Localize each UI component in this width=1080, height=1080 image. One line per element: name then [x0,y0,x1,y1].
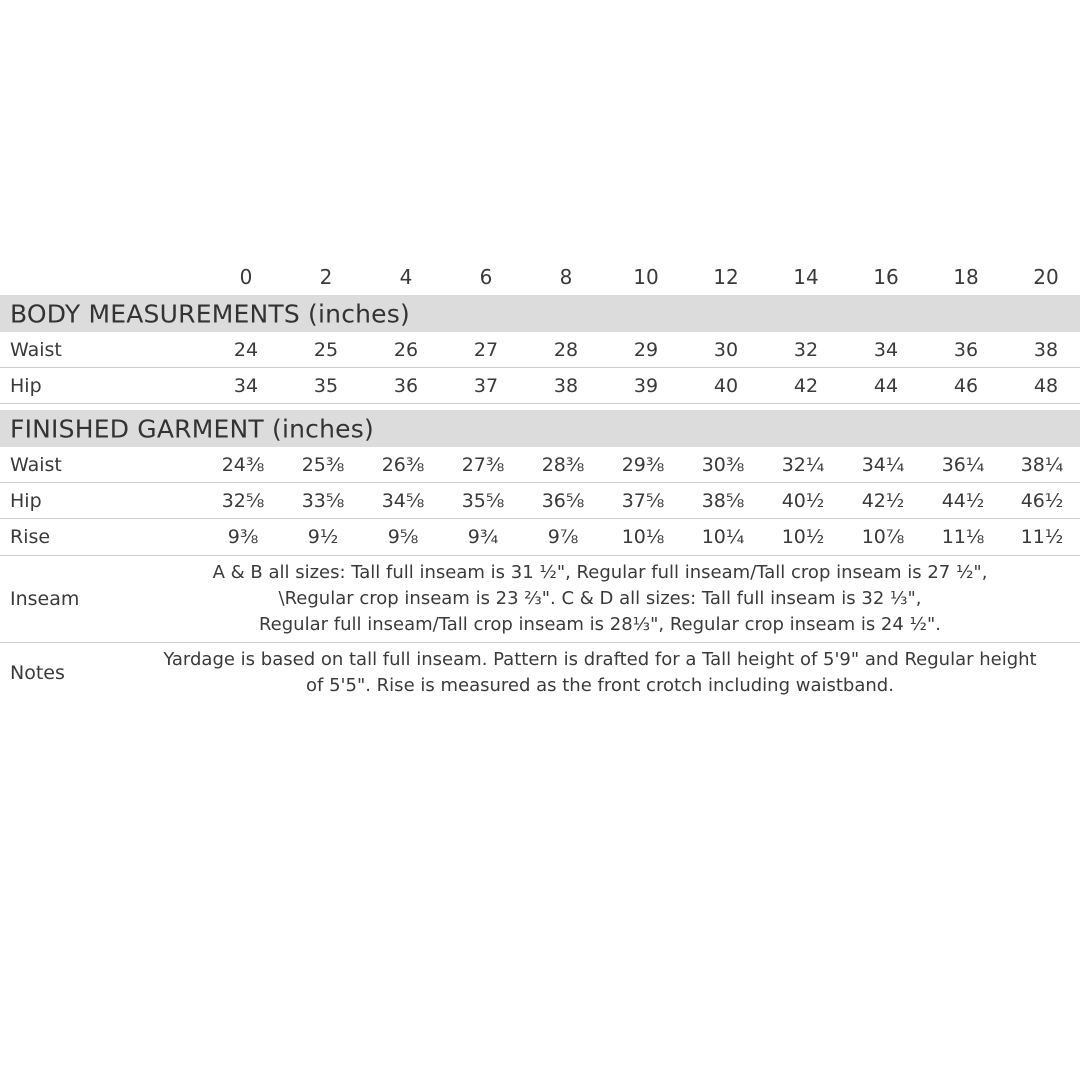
table-cell: 40 [713,374,739,397]
table-cell: 35⅝ [461,489,505,512]
row-label: Waist [10,453,62,476]
table-cell: 34¼ [861,453,905,476]
table-cell: 32⅝ [221,489,265,512]
size-14: 14 [793,264,819,289]
table-cell: 34⅝ [381,489,425,512]
table-cell: 27⅜ [461,453,505,476]
table-cell: 38 [553,374,579,397]
table-cell: 26 [393,338,419,361]
table-cell: 9¾ [467,526,499,548]
table-cell: 28⅜ [541,453,585,476]
table-cell: 30⅜ [701,453,745,476]
table-cell: 30 [713,338,739,361]
size-0: 0 [239,264,253,289]
row-label: Waist [10,338,62,361]
table-cell: 33⅝ [301,489,345,512]
table-cell: 38 [1033,338,1059,361]
table-cell: 10⅞ [861,526,905,548]
table-cell: 42 [793,374,819,397]
table-cell: 25⅜ [301,453,345,476]
table-cell: 29 [633,338,659,361]
size-4: 4 [399,264,413,289]
size-10: 10 [633,264,659,289]
inseam-line: \Regular crop inseam is 23 ⅔". C & D all sizes: Tall full inseam is 32 ⅓", [278,588,922,609]
notes-line: Yardage is based on tall full inseam. Pattern is drafted for a Tall height of 5'9" and Regular height [163,649,1037,670]
inseam-label: Inseam [10,588,80,610]
table-cell: 28 [553,338,579,361]
size-18: 18 [953,264,979,289]
table-cell: 36¼ [941,453,985,476]
table-cell: 11½ [1020,526,1064,548]
inseam-text [130,560,1070,638]
table-cell: 10⅛ [621,526,665,548]
size-8: 8 [559,264,573,289]
table-cell: 44 [873,374,899,397]
table-cell: 39 [633,374,659,397]
table-cell: 36 [393,374,419,397]
table-cell: 9⅞ [547,526,579,548]
size-6: 6 [479,264,493,289]
size-12: 12 [713,264,739,289]
table-cell: 10¼ [701,526,745,548]
table-cell: 32 [793,338,819,361]
size-header-row [0,258,1080,295]
table-row [0,447,1080,483]
table-cell: 34 [873,338,899,361]
table-cell: 9⅜ [227,526,259,548]
table-cell: 38¼ [1020,453,1064,476]
inseam-row [0,555,1080,642]
table-cell: 34 [233,374,259,397]
table-cell: 11⅛ [941,526,985,548]
inseam-line: A & B all sizes: Tall full inseam is 31 ½", Regular full inseam/Tall crop inseam is 27 ½", [212,562,988,583]
table-cell: 24⅜ [221,453,265,476]
notes-text [130,647,1070,699]
size-chart [0,258,1080,703]
table-cell: 10½ [781,526,825,548]
notes-line: of 5'5". Rise is measured as the front crotch including waistband. [306,675,894,696]
row-label: Hip [10,374,42,397]
notes-row [0,642,1080,703]
table-cell: 26⅜ [381,453,425,476]
size-2: 2 [319,264,333,289]
table-cell: 44½ [941,489,985,512]
table-cell: 46½ [1020,489,1064,512]
table-cell: 37⅝ [621,489,665,512]
row-label: Hip [10,489,42,512]
inseam-line: Regular full inseam/Tall crop inseam is 28⅓", Regular crop inseam is 24 ½". [258,614,941,635]
table-cell: 27 [473,338,499,361]
table-cell: 32¼ [781,453,825,476]
table-cell: 37 [473,374,499,397]
table-cell: 9½ [307,526,339,548]
table-row [0,483,1080,519]
body-measurements-title: BODY MEASUREMENTS (inches) [10,299,410,328]
table-cell: 36 [953,338,979,361]
table-cell: 35 [313,374,339,397]
size-20: 20 [1033,264,1059,289]
table-cell: 38⅝ [701,489,745,512]
table-cell: 42½ [861,489,905,512]
notes-label: Notes [10,662,65,684]
row-label: Rise [10,526,51,548]
size-16: 16 [873,264,899,289]
finished-garment-header [0,410,1080,447]
body-measurements-header [0,295,1080,332]
table-cell: 9⅝ [387,526,419,548]
table-row [0,519,1080,555]
table-row [0,332,1080,368]
table-cell: 36⅝ [541,489,585,512]
table-cell: 29⅜ [621,453,665,476]
table-row [0,368,1080,404]
table-cell: 46 [953,374,979,397]
finished-garment-title: FINISHED GARMENT (inches) [10,414,374,443]
table-cell: 24 [233,338,259,361]
table-cell: 48 [1033,374,1059,397]
table-cell: 40½ [781,489,825,512]
table-cell: 25 [313,338,339,361]
